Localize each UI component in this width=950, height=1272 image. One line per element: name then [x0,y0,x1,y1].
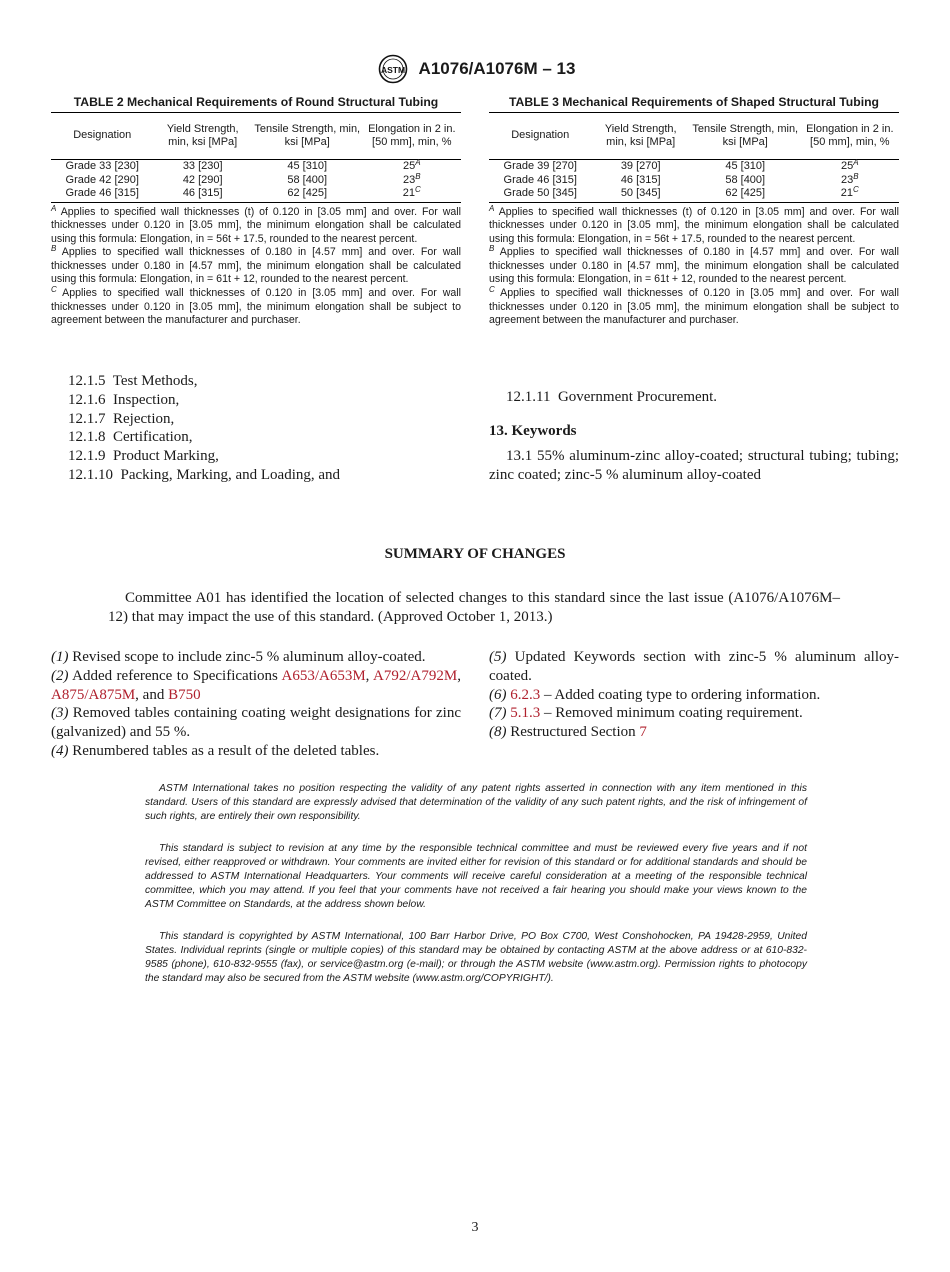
summary-intro: Committee A01 has identified the location of selected changes to this standard since the last issue (A1076/A1076M–12) that may impact the use of this standard. (Approved October 1, 2013.) [108,590,840,625]
section-link-7[interactable]: 7 [639,724,647,741]
cell-designation: Grade 46 [315] [51,187,154,202]
spec-link-a792[interactable]: A792/A792M [373,667,458,684]
change-item [489,686,899,705]
change-number: (5) [489,649,507,665]
cell-elongation [363,160,461,174]
change-item [51,704,461,742]
footnote-mark: B [489,244,495,254]
change-text: – Removed minimum coating requirement. [544,705,803,722]
elongation-value: 21 [402,187,416,199]
footnote-mark: C [853,185,859,194]
change-item [51,648,461,667]
revision-notice [145,842,807,912]
notice-text: This standard is subject to revision at any time by the responsible technical committee and must be reviewed every five years and if not revised, either reapproved or withdrawn. Your comments are invited either for revision of this standard or for additional standards and should be addressed to ASTM International Headquarters. Your comments will receive careful consideration at a meeting of the responsible technical committee, which you may attend. If you feel that your comments have not received a fair hearing you should make your views known to the ASTM Committee on Standards, at the address shown below. [145,843,807,910]
list-item: 12.1.11 Government Procurement. [506,389,718,405]
column-header: Designation [51,113,154,160]
cell-tensile: 62 [425] [252,187,363,202]
section-12-list [68,372,468,485]
footnote-mark: A [853,158,859,167]
column-header: Tensile Strength, min, ksi [MPa] [252,113,363,160]
footnote-mark: A [51,203,57,213]
changes-left-column [51,648,461,761]
spec-link-b750[interactable]: B750 [168,686,201,703]
change-item [489,704,899,723]
column-header: Tensile Strength, min, ksi [MPa] [690,113,801,160]
table-3-footnotes [489,203,900,328]
change-number: (1) [51,649,69,665]
cell-designation: Grade 50 [345] [489,187,592,202]
table-2-block [51,94,461,328]
table-row [51,187,461,202]
change-number: (6) [489,686,507,703]
cell-yield: 33 [230] [182,160,223,172]
cell-tensile: 45 [310] [287,160,328,172]
cell-designation: Grade 33 [230] [65,160,139,172]
change-text: – Added coating type to ordering information. [544,686,821,703]
cell-designation: Grade 46 [315] [503,173,577,186]
copyright-notice [145,930,807,986]
footnote-mark: A [415,158,421,167]
cell-yield: 42 [290] [182,173,223,186]
table-2-footnotes [51,203,462,328]
column-header: Designation [489,113,592,160]
change-text: Restructured Section [510,724,636,741]
cell-tensile: 58 [400] [725,173,766,186]
elongation-value: 25 [402,160,416,172]
list-item: 12.1.8 Certification, [68,429,193,446]
table-3-block [489,94,899,328]
column-header: Yield Strength, min, ksi [MPa] [154,113,252,160]
change-item [489,723,899,742]
footnote-mark: C [51,285,57,295]
footnote [51,287,461,328]
cell-designation: Grade 39 [270] [503,160,577,172]
separator: , [365,667,370,684]
list-item: 12.1.9 Product Marking, [68,448,219,465]
page-number: 3 [471,1220,479,1235]
cell-yield: 50 [345] [592,187,690,202]
page-header [0,54,950,84]
footnote-text: Applies to specified wall thicknesses (t) of 0.120 in [3.05 mm] and over. For wall thicknesses under 0.120 in [3.05 mm], the minimum elongation shall be calculated using this formula: Elongation, in = 56t + 17.5, rounded to the nearest percent. [51,205,461,245]
table-row [489,187,899,202]
cell-elongation [363,187,461,202]
change-number: (4) [51,742,69,759]
elongation-value: 25 [840,160,854,172]
notice-text: This standard is copyrighted by ASTM International, 100 Barr Harbor Drive, PO Box C700, West Conshohocken, PA 19428-2959, United States. Individual reprints (single or multiple copies) of this standard may be obtained by contacting ASTM at the above address or at 610-832-9585 (phone), 610-832-9555 (fax), or service@astm.org (e-mail); or through the ASTM website (www.astm.org). Permission rights to photocopy the standard may also be secured from the ASTM website (www.astm.org/COPYRIGHT/). [145,931,807,984]
list-item: 12.1.6 Inspection, [68,391,180,408]
footnote [51,203,461,247]
spec-link-a653[interactable]: A653/A653M [281,667,366,684]
change-item [51,742,461,761]
change-text: Updated Keywords section with zinc-5 % aluminum alloy-coated. [489,649,899,684]
cell-tensile: 62 [425] [690,187,801,202]
cell-yield: 39 [270] [620,160,661,172]
list-item: 12.1.7 Rejection, [68,410,175,427]
changes-right-column [489,648,899,742]
cell-tensile: 45 [310] [725,160,766,172]
footnote [489,287,899,328]
cell-elongation [801,160,899,174]
column-header: Yield Strength, min, ksi [MPa] [592,113,690,160]
footnote-mark: C [489,285,495,295]
separator: , [457,667,461,684]
patent-notice [145,782,807,824]
change-text: Renumbered tables as a result of the deleted tables. [72,742,380,759]
separator: , and [135,686,165,703]
elongation-value: 23 [840,173,854,186]
table-3 [489,112,899,203]
list-item: 12.1.5 Test Methods, [68,373,198,389]
elongation-value: 23 [402,173,416,186]
cell-elongation [801,171,899,188]
footnote [489,203,899,247]
footnote [489,246,899,287]
keywords-text: 13.1 55% aluminum-zinc alloy-coated; structural tubing; tubing; zinc coated; zinc-5 % aluminum alloy-coated [489,448,899,483]
change-number: (3) [51,705,69,722]
footnote-text: Applies to specified wall thicknesses of 0.180 in [4.57 mm] and over. For wall thicknesses under 0.180 in [4.57 mm], the minimum elongation shall be calculated using this formula: Elongation, in = 61t + 12, rounded to the nearest percent. [51,246,462,286]
footnote [51,246,461,287]
table-2 [51,112,461,203]
footnote-mark: A [489,203,495,213]
cell-elongation [801,187,899,202]
section-link-5-1-3[interactable]: 5.1.3 [510,705,541,722]
footnote-mark: B [415,171,421,181]
footnote-text: Applies to specified wall thicknesses of 0.120 in [3.05 mm] and over. For wall thicknesses under 0.120 in [3.05 mm], the minimum elongation shall be subject to agreement between the manufacturer and purchaser. [489,287,900,327]
svg-text:ASTM: ASTM [380,65,405,75]
notice-text: ASTM International takes no position respecting the validity of any patent rights asserted in connection with any item mentioned in this standard. Users of this standard are expressly advised that determination of the validity of any such patent rights, and the risk of infringement of such rights, are entirely their own responsibility. [145,783,807,822]
cell-elongation [363,171,461,188]
footnote-mark: B [51,244,57,254]
change-item [489,648,899,686]
elongation-value: 21 [840,187,854,199]
table-2-caption: TABLE 2 Mechanical Requirements of Round Structural Tubing [73,95,439,109]
list-item: 12.1.10 Packing, Marking, and Loading, and [68,466,341,483]
footnote-text: Applies to specified wall thicknesses of 0.180 in [4.57 mm] and over. For wall thicknesses under 0.180 in [4.57 mm], the minimum elongation shall be calculated using this formula: Elongation, in = 61t + 12, rounded to the nearest percent. [489,246,900,286]
change-text: Removed tables containing coating weight designations for zinc (galvanized) and 55 %. [51,705,461,741]
change-text: Added reference to Specifications [72,667,278,684]
change-number: (8) [489,724,507,741]
summary-heading: SUMMARY OF CHANGES [384,546,566,562]
table-row [489,174,899,188]
change-number: (2) [51,667,69,684]
footnote-mark: B [853,171,859,181]
section-link-6-2-3[interactable]: 6.2.3 [510,686,541,703]
change-item [51,667,461,705]
table-row [51,160,461,174]
footnote-text: Applies to specified wall thicknesses (t) of 0.120 in [3.05 mm] and over. For wall thicknesses under 0.120 in [3.05 mm], the minimum elongation shall be calculated using this formula: Elongation, in = 56t + 17.5, rounded to the nearest percent. [489,205,899,245]
table-3-caption: TABLE 3 Mechanical Requirements of Shaped Structural Tubing [509,95,879,109]
change-text: Revised scope to include zinc-5 % aluminum alloy-coated. [72,649,426,665]
cell-yield: 46 [315] [620,173,661,186]
table-row [489,160,899,174]
spec-link-a875[interactable]: A875/A875M [51,686,136,703]
document-title: A1076/A1076M – 13 [418,59,576,78]
footnote-mark: C [415,185,421,194]
change-number: (7) [489,705,507,722]
table-row [51,174,461,188]
cell-designation: Grade 42 [290] [65,173,139,186]
column-header: Elongation in 2 in. [50 mm], min, % [801,113,899,160]
astm-logo-icon [375,54,411,84]
cell-tensile: 58 [400] [287,173,328,186]
keywords-heading: 13. Keywords [489,423,577,439]
footnote-text: Applies to specified wall thicknesses of 0.120 in [3.05 mm] and over. For wall thicknesses under 0.120 in [3.05 mm], the minimum elongation shall be subject to agreement between the manufacturer and purchaser. [51,287,462,327]
column-header: Elongation in 2 in. [50 mm], min, % [363,113,461,160]
cell-yield: 46 [315] [154,187,252,202]
